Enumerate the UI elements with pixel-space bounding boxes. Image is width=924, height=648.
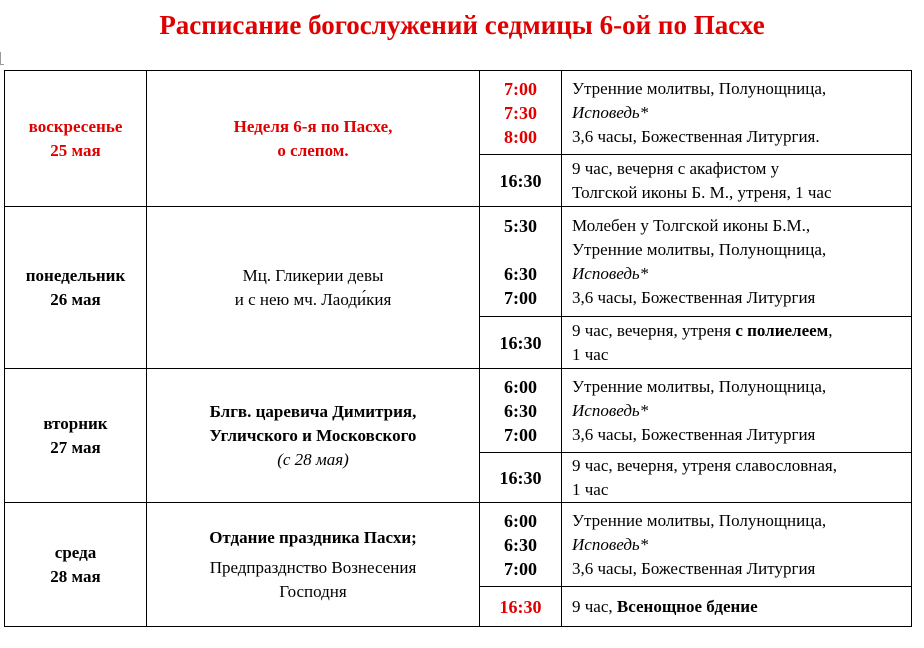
day-cell [5,369,147,503]
page-title: Расписание богослужений седмицы 6-ой по Пасхе [159,10,765,40]
service-line: 3,6 часы, Божественная Литургия [572,558,816,578]
feast-line: Угличского и Московского [209,425,417,445]
service-line: 3,6 часы, Божественная Литургия [572,424,816,444]
service-cell [562,207,912,317]
service-line: 3,6 часы, Божественная Литургия. [572,126,820,146]
feast-cell [147,503,480,627]
weekday: понедельник [25,265,126,285]
feast-line: Предпразднство Вознесения [209,557,417,577]
feast-line: Господня [279,581,347,601]
feast-cell [147,71,480,207]
time-cell [480,503,562,587]
time-cell [480,207,562,317]
service-line: Утренние молитвы, Полунощница, [572,376,827,396]
service-line: 1 час [572,479,609,499]
table-row [5,369,912,453]
time: 8:00 [504,126,537,147]
service-line: Толгской иконы Б. М., утреня, 1 час [572,182,832,202]
service-cell [562,155,912,207]
service-line: Утренние молитвы, Полунощница, [572,239,827,259]
feast-line: Блгв. царевича Димитрия, [209,401,417,421]
time-cell: 16:30 [480,453,562,503]
service-cell [562,503,912,587]
date: 25 мая [50,140,101,160]
schedule-table [4,70,912,627]
feast-line: Мц. Гликерии девы [242,265,384,285]
day-cell [5,503,147,627]
service-cell [562,587,912,627]
table-row [5,503,912,587]
feast-line: (с 28 мая) [277,449,349,469]
service-text-bold: с полиелеем [735,320,829,340]
time: 7:00 [504,424,537,445]
time-cell [480,369,562,453]
service-text: 9 час, вечерня, утреня [572,320,736,340]
service-line [572,595,907,619]
time: 7:30 [504,102,537,123]
corner-mark [0,52,4,65]
time-cell: 16:30 [480,155,562,207]
service-line: Исповедь* [572,102,649,122]
time-cell: 16:30 [480,587,562,627]
service-line: Исповедь* [572,534,649,554]
date: 26 мая [50,289,101,309]
feast-line: Неделя 6-я по Пасхе, [233,116,393,136]
feast-cell [147,369,480,503]
time: 5:30 [504,215,537,236]
time: 6:00 [504,376,537,397]
service-cell [562,317,912,369]
service-cell [562,453,912,503]
service-line [572,319,907,343]
time-cell: 16:30 [480,317,562,369]
service-line: 9 час, вечерня, утреня славословная, [572,455,837,475]
spacer [480,238,561,262]
time: 6:30 [504,263,537,284]
service-text-bold: Всенощное бдение [616,596,758,616]
day-cell [5,71,147,207]
service-line: 3,6 часы, Божественная Литургия [572,287,816,307]
service-text: 9 час, [572,596,617,616]
service-cell [562,369,912,453]
time: 6:30 [504,534,537,555]
weekday: вторник [43,413,108,433]
feast-cell [147,207,480,369]
time: 7:00 [504,78,537,99]
service-line: 9 час, вечерня с акафистом у [572,158,780,178]
day-cell [5,207,147,369]
date: 28 мая [50,566,101,586]
service-line: Исповедь* [572,400,649,420]
service-line: Утренние молитвы, Полунощница, [572,510,827,530]
time-cell [480,71,562,155]
feast-line: Отдание праздника Пасхи; [209,527,417,547]
service-cell [562,71,912,155]
feast-line: и с нею мч. Лаоди́кия [234,289,392,309]
time: 7:00 [504,287,537,308]
service-line: Утренние молитвы, Полунощница, [572,78,827,98]
table-row [5,207,912,317]
service-text: , [828,320,833,340]
service-line: 1 час [572,344,609,364]
table-row [5,71,912,155]
time: 6:30 [504,400,537,421]
service-line: Молебен у Толгской иконы Б.М., [572,215,811,235]
time: 6:00 [504,510,537,531]
time: 7:00 [504,558,537,579]
service-line: Исповедь* [572,263,649,283]
weekday: среда [54,542,97,562]
date: 27 мая [50,437,101,457]
weekday: воскресенье [28,116,123,136]
feast-line: о слепом. [277,140,349,160]
